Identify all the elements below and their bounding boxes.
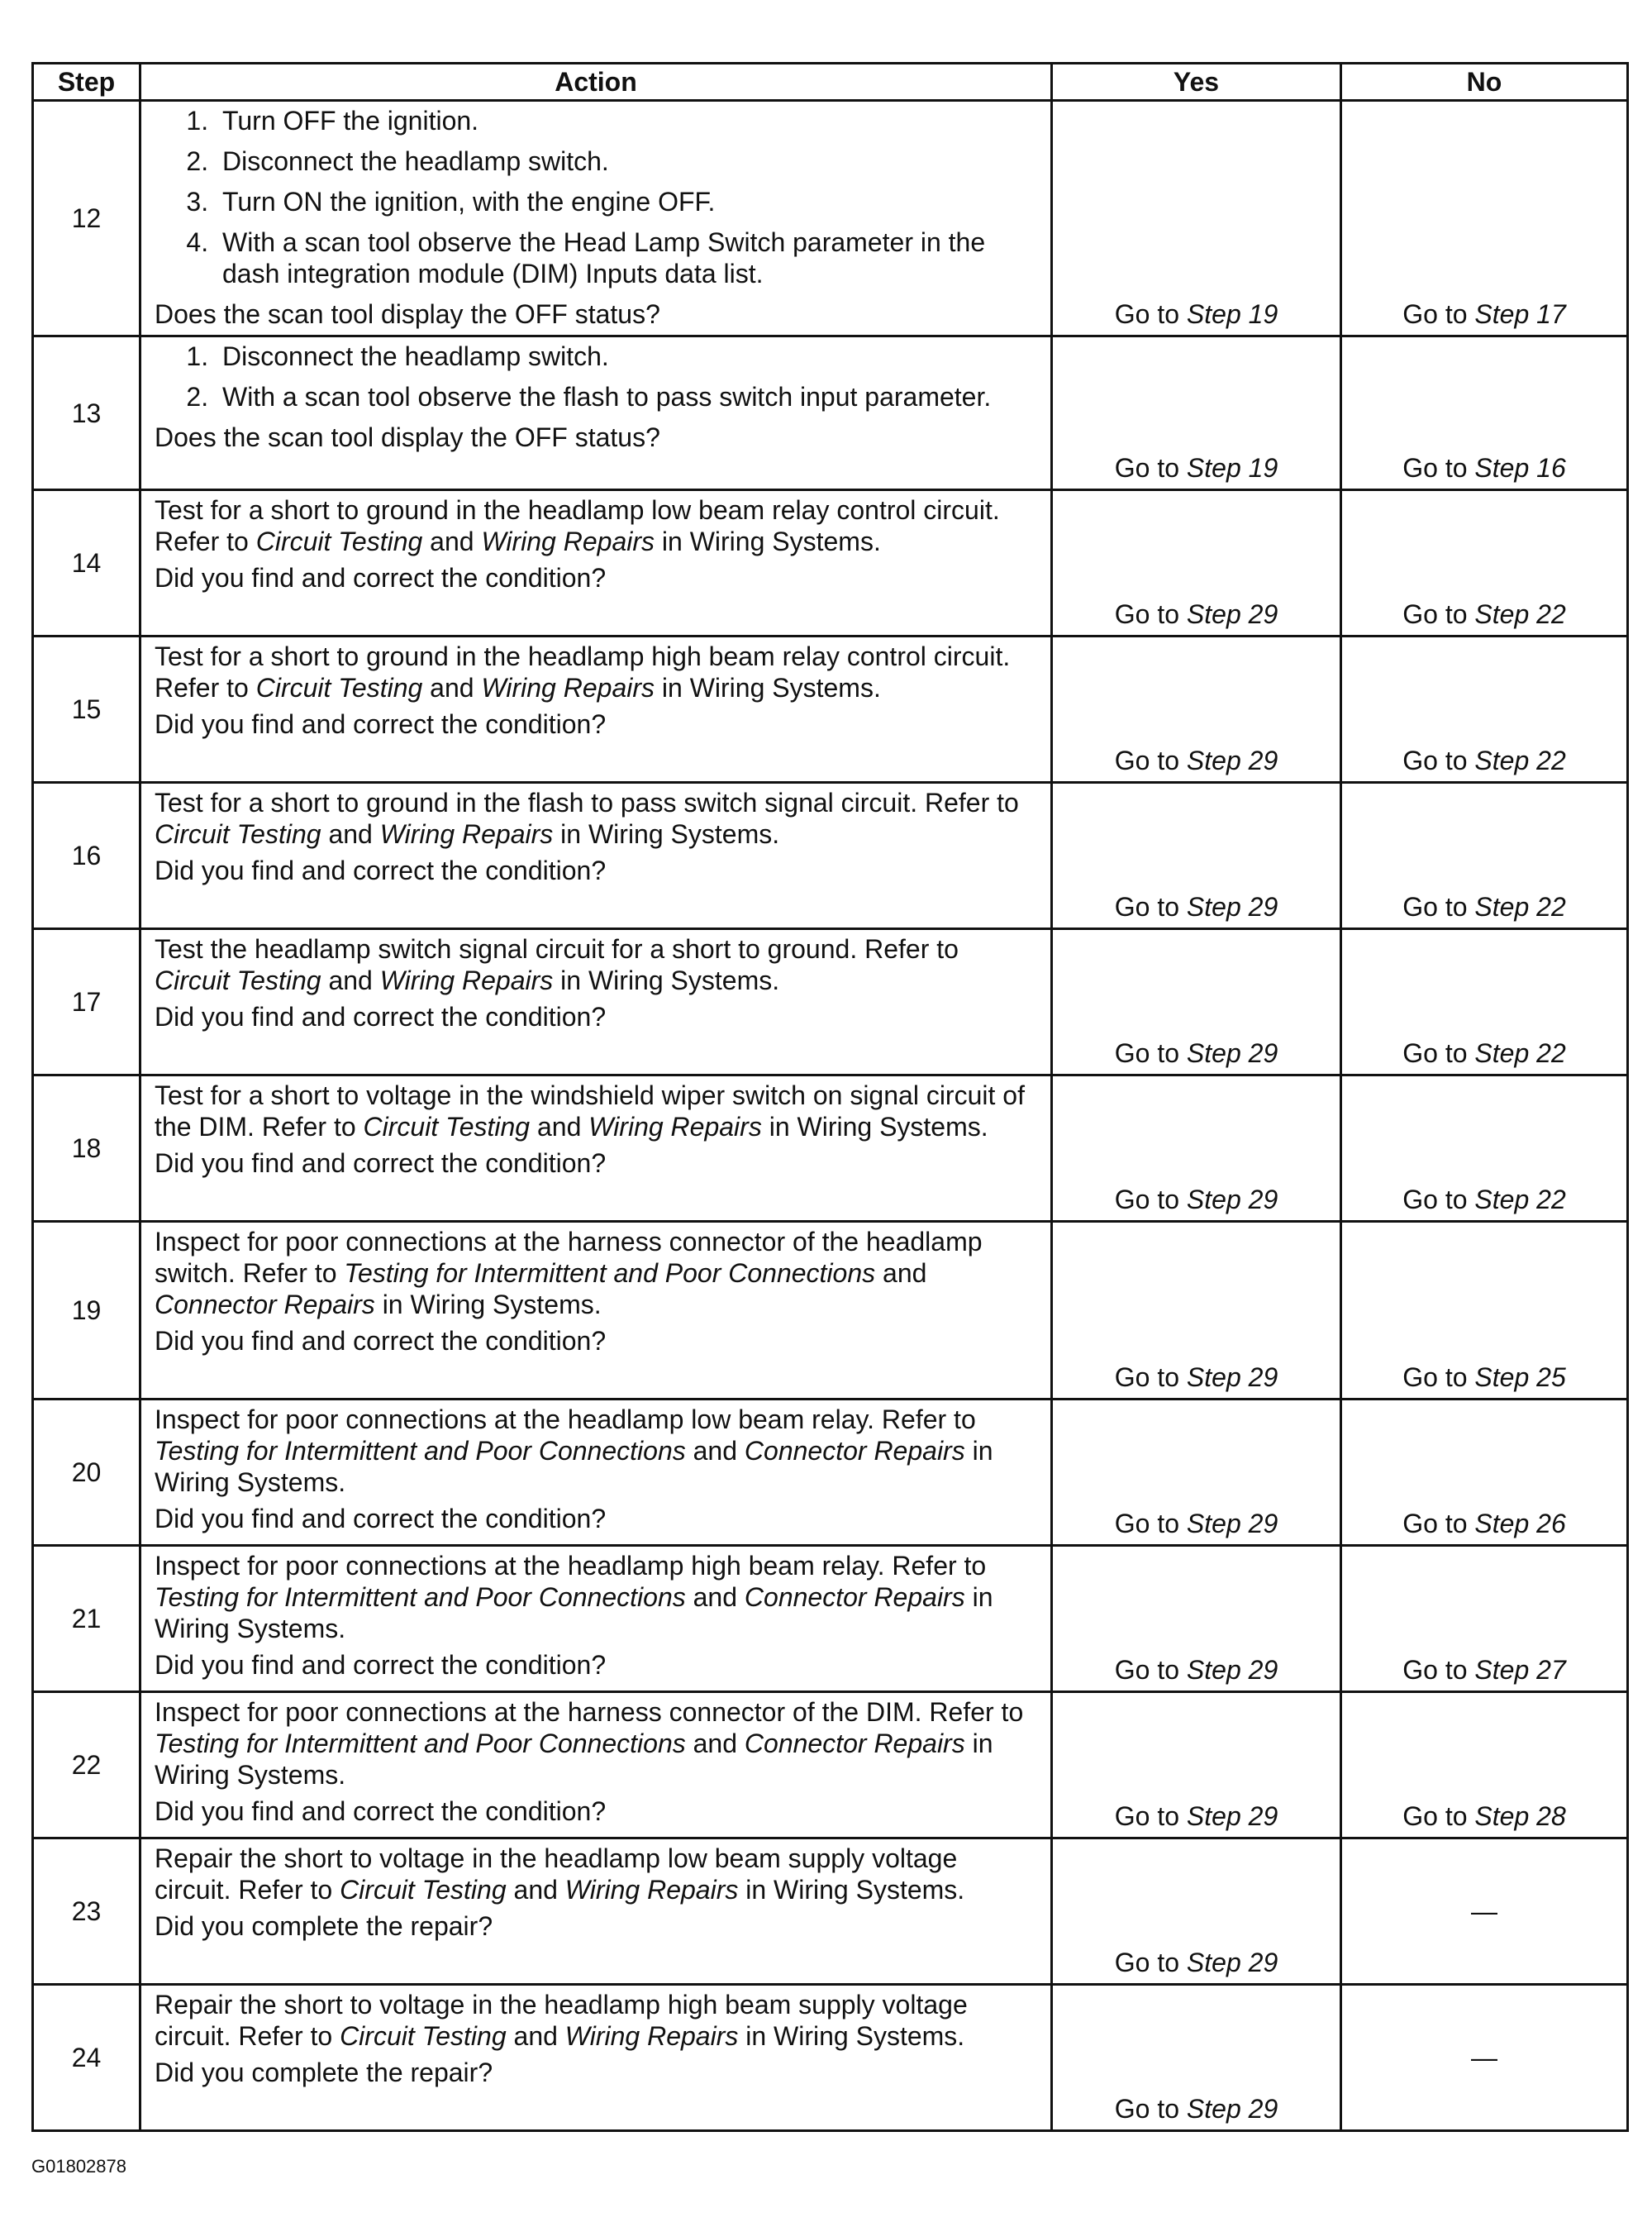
table-row bbox=[33, 1400, 1628, 1546]
action-cell bbox=[140, 1222, 1052, 1400]
action-question: Did you find and correct the condition? bbox=[155, 856, 607, 885]
reference-link-text: Circuit Testing bbox=[155, 966, 321, 995]
goto-step-ref: Step 29 bbox=[1186, 1655, 1278, 1685]
step-number: 23 bbox=[33, 1838, 140, 1985]
action-text-part: and bbox=[530, 1112, 589, 1142]
goto-step-ref: Step 19 bbox=[1186, 453, 1278, 483]
goto-prefix: Go to bbox=[1114, 892, 1187, 922]
goto-prefix: Go to bbox=[1114, 2094, 1187, 2124]
goto-prefix: Go to bbox=[1114, 299, 1187, 329]
goto-step-ref: Step 22 bbox=[1474, 1038, 1566, 1068]
reference-link-text: Testing for Intermittent and Poor Connections bbox=[344, 1258, 876, 1288]
reference-link-text: Circuit Testing bbox=[255, 527, 423, 556]
no-cell bbox=[1341, 929, 1628, 1075]
yes-cell bbox=[1052, 336, 1341, 490]
action-text-part: Test for a short to voltage in the windshield wiper switch on signal circuit of the DIM. Refer to bbox=[155, 1080, 1025, 1142]
goto-yes-step bbox=[1053, 1184, 1340, 1220]
table-row bbox=[33, 929, 1628, 1075]
step-number: 24 bbox=[33, 1985, 140, 2131]
reference-link-text: Circuit Testing bbox=[255, 673, 423, 703]
goto-step-ref: Step 22 bbox=[1474, 746, 1566, 775]
action-text-part: and bbox=[685, 1582, 745, 1612]
goto-no-step bbox=[1342, 1654, 1626, 1691]
step-number: 17 bbox=[33, 929, 140, 1075]
table-row bbox=[33, 336, 1628, 490]
action-text bbox=[155, 1843, 1040, 1905]
reference-link-text: Circuit Testing bbox=[340, 2021, 507, 2051]
goto-step-ref: Step 26 bbox=[1474, 1509, 1566, 1538]
action-question: Did you find and correct the condition? bbox=[155, 563, 607, 593]
goto-step-ref: Step 29 bbox=[1186, 1948, 1278, 1977]
action-cell bbox=[140, 336, 1052, 490]
step-number: 20 bbox=[33, 1400, 140, 1546]
action-text-part: and bbox=[506, 2021, 565, 2051]
action-question: Did you find and correct the condition? bbox=[155, 1650, 607, 1680]
goto-prefix: Go to bbox=[1402, 892, 1475, 922]
action-question: Does the scan tool display the OFF status? bbox=[155, 422, 660, 452]
step-number: 14 bbox=[33, 490, 140, 637]
action-cell bbox=[140, 637, 1052, 783]
action-question: Did you find and correct the condition? bbox=[155, 1326, 607, 1356]
goto-yes-step bbox=[1053, 891, 1340, 928]
action-text-part: and bbox=[321, 819, 380, 849]
action-text-part: in Wiring Systems. bbox=[155, 1729, 993, 1790]
not-applicable-dash: — bbox=[1471, 2043, 1497, 2072]
action-text-part: Test the headlamp switch signal circuit for a short to ground. Refer to bbox=[155, 934, 959, 964]
reference-link-text: Circuit Testing bbox=[340, 1875, 507, 1905]
action-question: Did you find and correct the condition? bbox=[155, 1148, 607, 1178]
yes-cell bbox=[1052, 490, 1341, 637]
goto-yes-step bbox=[1053, 1800, 1340, 1837]
goto-prefix: Go to bbox=[1114, 746, 1187, 775]
goto-step-ref: Step 28 bbox=[1474, 1801, 1566, 1831]
action-cell bbox=[140, 1546, 1052, 1692]
goto-step-ref: Step 29 bbox=[1186, 1362, 1278, 1392]
action-step: 2. With a scan tool observe the flash to pass switch input parameter. bbox=[216, 381, 1040, 412]
figure-id: G01802878 bbox=[31, 2156, 126, 2177]
goto-no-step bbox=[1342, 598, 1626, 635]
no-cell bbox=[1341, 101, 1628, 336]
goto-step-ref: Step 29 bbox=[1186, 1038, 1278, 1068]
reference-link-text: Wiring Repairs bbox=[588, 1112, 762, 1142]
no-cell bbox=[1341, 637, 1628, 783]
goto-prefix: Go to bbox=[1114, 453, 1187, 483]
no-cell bbox=[1341, 1546, 1628, 1692]
action-step: 1. Disconnect the headlamp switch. bbox=[216, 341, 1040, 372]
goto-prefix: Go to bbox=[1114, 1509, 1187, 1538]
action-text-part: in Wiring Systems. bbox=[761, 1112, 988, 1142]
goto-step-ref: Step 22 bbox=[1474, 892, 1566, 922]
action-text bbox=[155, 1989, 1040, 2052]
action-text-part: in Wiring Systems. bbox=[738, 1875, 965, 1905]
goto-yes-step bbox=[1053, 1361, 1340, 1398]
action-text-part: Inspect for poor connections at the headlamp low beam relay. Refer to bbox=[155, 1404, 976, 1434]
goto-yes-step bbox=[1053, 1654, 1340, 1691]
yes-cell bbox=[1052, 1546, 1341, 1692]
reference-link-text: Circuit Testing bbox=[155, 819, 321, 849]
step-number: 16 bbox=[33, 783, 140, 929]
action-text bbox=[155, 787, 1040, 850]
action-question: Did you find and correct the condition? bbox=[155, 1002, 607, 1032]
yes-cell bbox=[1052, 1692, 1341, 1838]
goto-prefix: Go to bbox=[1114, 1362, 1187, 1392]
action-question: Did you complete the repair? bbox=[155, 1911, 493, 1941]
reference-link-text: Connector Repairs bbox=[744, 1582, 965, 1612]
action-text-part: and bbox=[506, 1875, 565, 1905]
step-number: 12 bbox=[33, 101, 140, 336]
action-text bbox=[155, 1404, 1040, 1498]
action-question: Did you complete the repair? bbox=[155, 2058, 493, 2087]
goto-no-step bbox=[1342, 1184, 1626, 1220]
goto-yes-step bbox=[1053, 1037, 1340, 1074]
action-step: 2. Disconnect the headlamp switch. bbox=[216, 145, 1040, 177]
action-text bbox=[155, 1080, 1040, 1142]
reference-link-text: Testing for Intermittent and Poor Connections bbox=[155, 1582, 686, 1612]
goto-step-ref: Step 27 bbox=[1474, 1655, 1566, 1685]
action-step: 3. Turn ON the ignition, with the engine OFF. bbox=[216, 186, 1040, 217]
action-text-part: Inspect for poor connections at the harness connector of the DIM. Refer to bbox=[155, 1697, 1024, 1727]
action-step: 4. With a scan tool observe the Head Lamp Switch parameter in the dash integration module (DIM) Inputs data list. bbox=[216, 227, 1040, 289]
goto-no-step bbox=[1342, 1037, 1626, 1074]
step-number: 15 bbox=[33, 637, 140, 783]
action-text-part: and bbox=[422, 673, 482, 703]
goto-step-ref: Step 29 bbox=[1186, 1801, 1278, 1831]
no-cell bbox=[1341, 1075, 1628, 1222]
yes-cell bbox=[1052, 1985, 1341, 2131]
reference-link-text: Wiring Repairs bbox=[481, 527, 655, 556]
goto-no-step bbox=[1342, 745, 1626, 781]
reference-link-text: Testing for Intermittent and Poor Connections bbox=[155, 1729, 686, 1758]
reference-link-text: Wiring Repairs bbox=[481, 673, 655, 703]
goto-yes-step bbox=[1053, 2093, 1340, 2129]
action-text bbox=[155, 933, 1040, 996]
action-text-part: and bbox=[685, 1436, 745, 1466]
goto-step-ref: Step 25 bbox=[1474, 1362, 1566, 1392]
goto-prefix: Go to bbox=[1402, 299, 1475, 329]
no-cell bbox=[1341, 336, 1628, 490]
yes-cell bbox=[1052, 783, 1341, 929]
reference-link-text: Testing for Intermittent and Poor Connections bbox=[155, 1436, 686, 1466]
goto-step-ref: Step 22 bbox=[1474, 599, 1566, 629]
goto-yes-step bbox=[1053, 598, 1340, 635]
goto-prefix: Go to bbox=[1114, 1948, 1187, 1977]
step-number: 13 bbox=[33, 336, 140, 490]
yes-cell bbox=[1052, 929, 1341, 1075]
action-question: Did you find and correct the condition? bbox=[155, 1796, 607, 1826]
no-cell bbox=[1341, 490, 1628, 637]
goto-prefix: Go to bbox=[1402, 1038, 1475, 1068]
action-text bbox=[155, 1550, 1040, 1644]
action-cell bbox=[140, 1692, 1052, 1838]
reference-link-text: Wiring Repairs bbox=[564, 2021, 739, 2051]
table-row bbox=[33, 490, 1628, 637]
action-text-part: Test for a short to ground in the headlamp high beam relay control circuit. Refer to bbox=[155, 641, 1011, 703]
table-row bbox=[33, 783, 1628, 929]
goto-no-step bbox=[1342, 1508, 1626, 1544]
action-text-part: and bbox=[685, 1729, 745, 1758]
table-row bbox=[33, 1985, 1628, 2131]
action-text-part: Repair the short to voltage in the headlamp low beam supply voltage circuit. Refer to bbox=[155, 1843, 958, 1905]
action-steps-list bbox=[155, 105, 1040, 289]
action-text-part: Test for a short to ground in the headlamp low beam relay control circuit. Refer to bbox=[155, 495, 1000, 556]
action-cell bbox=[140, 929, 1052, 1075]
reference-link-text: Connector Repairs bbox=[155, 1290, 375, 1319]
action-cell bbox=[140, 1400, 1052, 1546]
action-text bbox=[155, 1226, 1040, 1320]
goto-prefix: Go to bbox=[1402, 1509, 1475, 1538]
yes-cell bbox=[1052, 101, 1341, 336]
goto-step-ref: Step 29 bbox=[1186, 1185, 1278, 1214]
yes-cell bbox=[1052, 1222, 1341, 1400]
goto-prefix: Go to bbox=[1114, 1801, 1187, 1831]
action-text-part: in Wiring Systems. bbox=[738, 2021, 965, 2051]
goto-no-step bbox=[1342, 1361, 1626, 1398]
action-text-part: Inspect for poor connections at the harness connector of the headlamp switch. Refer to bbox=[155, 1227, 983, 1288]
goto-step-ref: Step 16 bbox=[1474, 453, 1566, 483]
yes-cell bbox=[1052, 637, 1341, 783]
goto-prefix: Go to bbox=[1114, 1038, 1187, 1068]
goto-step-ref: Step 29 bbox=[1186, 599, 1278, 629]
no-cell bbox=[1341, 1692, 1628, 1838]
table-row bbox=[33, 1838, 1628, 1985]
action-question: Did you find and correct the condition? bbox=[155, 1504, 607, 1533]
action-text-part: Test for a short to ground in the flash to pass switch signal circuit. Refer to bbox=[155, 788, 1019, 818]
table-row bbox=[33, 1546, 1628, 1692]
table-row bbox=[33, 1222, 1628, 1400]
action-text bbox=[155, 494, 1040, 557]
action-text-part: in Wiring Systems. bbox=[374, 1290, 602, 1319]
header-action: Action bbox=[140, 64, 1052, 101]
goto-step-ref: Step 22 bbox=[1474, 1185, 1566, 1214]
table-row bbox=[33, 1692, 1628, 1838]
table-body bbox=[33, 101, 1628, 2131]
goto-prefix: Go to bbox=[1402, 1362, 1475, 1392]
action-cell bbox=[140, 101, 1052, 336]
action-text-part: in Wiring Systems. bbox=[155, 1582, 993, 1643]
action-text-part: and bbox=[321, 966, 380, 995]
reference-link-text: Wiring Repairs bbox=[564, 1875, 739, 1905]
action-text-part: and bbox=[422, 527, 482, 556]
step-number: 18 bbox=[33, 1075, 140, 1222]
goto-yes-step bbox=[1053, 452, 1340, 489]
no-cell bbox=[1341, 1400, 1628, 1546]
yes-cell bbox=[1052, 1075, 1341, 1222]
table-row bbox=[33, 101, 1628, 336]
action-cell bbox=[140, 1838, 1052, 1985]
no-cell bbox=[1341, 783, 1628, 929]
goto-step-ref: Step 29 bbox=[1186, 2094, 1278, 2124]
reference-link-text: Connector Repairs bbox=[744, 1729, 965, 1758]
diagnostic-table bbox=[31, 62, 1629, 2132]
reference-link-text: Connector Repairs bbox=[744, 1436, 965, 1466]
goto-prefix: Go to bbox=[1402, 599, 1475, 629]
no-cell bbox=[1341, 1985, 1628, 2131]
goto-prefix: Go to bbox=[1114, 599, 1187, 629]
action-text-part: in Wiring Systems. bbox=[655, 673, 881, 703]
step-number: 19 bbox=[33, 1222, 140, 1400]
goto-no-step bbox=[1342, 1800, 1626, 1837]
goto-prefix: Go to bbox=[1402, 746, 1475, 775]
goto-yes-step bbox=[1053, 745, 1340, 781]
goto-prefix: Go to bbox=[1402, 1655, 1475, 1685]
goto-no-step bbox=[1342, 891, 1626, 928]
goto-prefix: Go to bbox=[1114, 1185, 1187, 1214]
goto-prefix: Go to bbox=[1402, 1801, 1475, 1831]
action-cell bbox=[140, 783, 1052, 929]
header-row bbox=[33, 64, 1628, 101]
header-step: Step bbox=[33, 64, 140, 101]
action-cell bbox=[140, 1985, 1052, 2131]
goto-step-ref: Step 29 bbox=[1186, 892, 1278, 922]
goto-no-step bbox=[1342, 298, 1626, 335]
yes-cell bbox=[1052, 1400, 1341, 1546]
action-steps-list bbox=[155, 341, 1040, 412]
header-no: No bbox=[1341, 64, 1628, 101]
no-cell bbox=[1341, 1838, 1628, 1985]
goto-prefix: Go to bbox=[1402, 1185, 1475, 1214]
goto-step-ref: Step 17 bbox=[1474, 299, 1566, 329]
action-text-part: in Wiring Systems. bbox=[155, 1436, 993, 1497]
table-row bbox=[33, 1075, 1628, 1222]
goto-prefix: Go to bbox=[1402, 453, 1475, 483]
no-cell bbox=[1341, 1222, 1628, 1400]
not-applicable-dash: — bbox=[1471, 1896, 1497, 1926]
table-row bbox=[33, 637, 1628, 783]
action-text-part: in Wiring Systems. bbox=[655, 527, 881, 556]
action-question: Does the scan tool display the OFF status? bbox=[155, 299, 660, 329]
action-text-part: in Wiring Systems. bbox=[553, 819, 780, 849]
action-cell bbox=[140, 1075, 1052, 1222]
goto-step-ref: Step 29 bbox=[1186, 1509, 1278, 1538]
goto-yes-step bbox=[1053, 1508, 1340, 1544]
goto-yes-step bbox=[1053, 1947, 1340, 1983]
reference-link-text: Circuit Testing bbox=[363, 1112, 531, 1142]
action-text-part: in Wiring Systems. bbox=[553, 966, 780, 995]
goto-yes-step bbox=[1053, 298, 1340, 335]
goto-prefix: Go to bbox=[1114, 1655, 1187, 1685]
step-number: 21 bbox=[33, 1546, 140, 1692]
action-text bbox=[155, 641, 1040, 703]
reference-link-text: Wiring Repairs bbox=[379, 966, 554, 995]
action-cell bbox=[140, 490, 1052, 637]
action-text bbox=[155, 1696, 1040, 1791]
action-text-part: and bbox=[875, 1258, 927, 1288]
yes-cell bbox=[1052, 1838, 1341, 1985]
goto-step-ref: Step 19 bbox=[1186, 299, 1278, 329]
action-question: Did you find and correct the condition? bbox=[155, 709, 607, 739]
action-text-part: Repair the short to voltage in the headlamp high beam supply voltage circuit. Refer to bbox=[155, 1990, 968, 2051]
goto-step-ref: Step 29 bbox=[1186, 746, 1278, 775]
goto-no-step bbox=[1342, 452, 1626, 489]
reference-link-text: Wiring Repairs bbox=[379, 819, 554, 849]
step-number: 22 bbox=[33, 1692, 140, 1838]
action-step: 1. Turn OFF the ignition. bbox=[216, 105, 1040, 136]
action-text-part: Inspect for poor connections at the headlamp high beam relay. Refer to bbox=[155, 1551, 987, 1581]
header-yes: Yes bbox=[1052, 64, 1341, 101]
